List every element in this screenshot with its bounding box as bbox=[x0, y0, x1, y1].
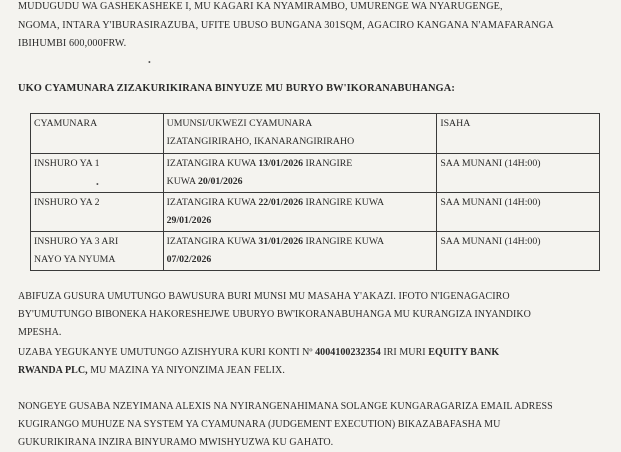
table-row bbox=[31, 154, 600, 193]
header-cell-auction: CYAMUNARA bbox=[31, 114, 164, 154]
row-label: INSHURO YA 2 bbox=[31, 193, 164, 232]
section-heading: UKO CYAMUNARA ZIZAKURIKIRANA BINYUZE MU BURYO BW'IKORANABUHANGA: bbox=[18, 83, 455, 94]
speck-mark: • bbox=[96, 180, 99, 189]
row-label: INSHURO YA 3 ARI NAYO YA NYUMA bbox=[31, 232, 164, 271]
row-time: SAA MUNANI (14H:00) bbox=[437, 232, 600, 271]
payment-paragraph: UZABA YEGUKANYE UMUTUNGO AZISHYURA KURI KONTI Nº 4004100232354 IRI MURI EQUITY BANK RWANDA PLC, MU MAZINA YA NIYONZIMA JEAN FELIX. bbox=[18, 347, 500, 376]
auction-schedule-table bbox=[30, 113, 600, 271]
intro-line-3: IBIHUMBI 600,000FRW. bbox=[18, 38, 127, 49]
row-dates: IZATANGIRA KUWA 22/01/2026 IRANGIRE KUWA 29/01/2026 bbox=[163, 193, 437, 232]
table-header-row bbox=[31, 114, 600, 154]
row-time: SAA MUNANI (14H:00) bbox=[437, 193, 600, 232]
row-time: SAA MUNANI (14H:00) bbox=[437, 154, 600, 193]
table-row bbox=[31, 193, 600, 232]
row-dates: IZATANGIRA KUWA 13/01/2026 IRANGIRE KUWA 20/01/2026 bbox=[163, 154, 437, 193]
header-cell-dates: UMUNSI/UKWEZI CYAMUNARA IZATANGIRIRAHO, IKANARANGIRIRAHO bbox=[163, 114, 437, 154]
row-label: INSHURO YA 1 bbox=[31, 154, 164, 193]
email-request-paragraph: NONGEYE GUSABA NZEYIMANA ALEXIS NA NYIRANGENAHIMANA SOLANGE KUNGARAGARIZA EMAIL ADRESS KUGIRANGO MUHUZE NA SYSTEM YA CYAMUNARA (JUDGEMENT EXECUTION) BIKAZABAFASHA MU GUKURIKIRANA INZIRA BINYURAMO MWISHYUZWA KU GAHATO. bbox=[18, 401, 553, 448]
intro-line-2: NGOMA, INTARA Y'IBURASIRAZUBA, UFITE UBUSO BUNGANA 301SQM, AGACIRO KANGANA N'AMAFARANGA bbox=[18, 19, 554, 31]
account-number: 4004100232354 bbox=[315, 347, 381, 358]
table-row bbox=[31, 232, 600, 271]
visit-paragraph: ABIFUZA GUSURA UMUTUNGO BAWUSURA BURI MUNSI MU MASAHA Y'AKAZI. IFOTO N'IGENAGACIRO BY'UMUTUNGO BIBONEKA HAKORESHEJWE UBURYO BW'IKORANABUHANGA MU KURANGIZA INYANDIKO MPESHA. bbox=[18, 291, 531, 338]
bank-name: EQUITY BANK bbox=[428, 347, 500, 358]
intro-paragraph bbox=[18, 0, 608, 54]
intro-line-1: MUDUGUDU WA GASHEKASHEKE I, MU KAGARI KA NYAMIRAMBO, UMURENGE WA NYARUGENGE, bbox=[18, 1, 503, 12]
header-cell-time: ISAHA bbox=[437, 114, 600, 154]
row-dates: IZATANGIRA KUWA 31/01/2026 IRANGIRE KUWA 07/02/2026 bbox=[163, 232, 437, 271]
speck-mark: • bbox=[148, 58, 151, 67]
